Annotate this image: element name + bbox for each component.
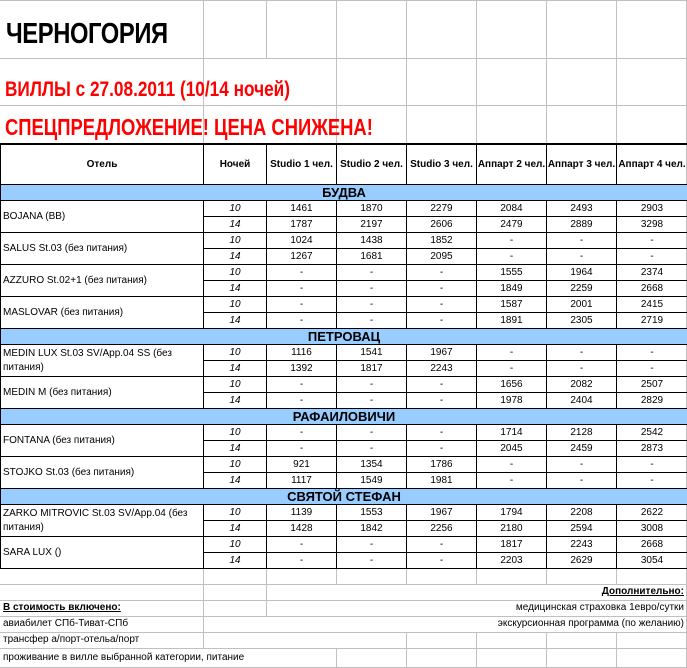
included-item: проживание в вилле выбранной категории, питание [3,652,245,663]
table-row [1,265,687,281]
price-cell: 2594 [547,521,617,537]
price-cell: 2629 [547,553,617,569]
nights-cell: 10 [204,233,267,249]
section-band [1,185,687,201]
price-cell: 2668 [617,537,687,553]
price-cell: 2668 [617,281,687,297]
nights-cell: 10 [204,537,267,553]
hotel-name: BOJANA (BB) [1,201,204,233]
price-cell: 2829 [617,393,687,409]
section-band [1,329,687,345]
price-cell: 2128 [547,425,617,441]
header-studio-2: Studio 2 чел. [337,144,407,185]
price-cell: 1842 [337,521,407,537]
hotel-name: MEDIN M (без питания) [1,377,204,409]
price-cell: 2459 [547,441,617,457]
nights-cell: 10 [204,457,267,473]
section-title: СВЯТОЙ СТЕФАН [1,489,687,505]
price-cell: 1438 [337,233,407,249]
price-cell: 1794 [477,505,547,521]
included-item: авиабилет СПб-Тиват-СПб [3,618,129,629]
table-row [1,345,687,361]
special-offer-banner: СПЕЦПРЕДЛОЖЕНИЕ! ЦЕНА СНИЖЕНА! [5,114,373,140]
price-cell: - [617,361,687,377]
price-cell: - [547,473,617,489]
nights-cell: 10 [204,345,267,361]
price-cell: - [547,233,617,249]
price-cell: 1714 [477,425,547,441]
price-cell: - [617,249,687,265]
nights-cell: 10 [204,201,267,217]
additional-item: экскурсионная программа (по желанию) [497,618,684,629]
included-title: В стоимость включено: [3,602,121,613]
price-cell: 1549 [337,473,407,489]
price-cell: 1656 [477,377,547,393]
price-cell: 1681 [337,249,407,265]
hotel-name: SALUS St.03 (без питания) [1,233,204,265]
price-cell: - [267,281,337,297]
price-cell: 2197 [337,217,407,233]
price-cell: 2542 [617,425,687,441]
price-cell: 1555 [477,265,547,281]
price-cell: - [407,553,477,569]
nights-cell: 14 [204,521,267,537]
price-cell: 2305 [547,313,617,329]
price-cell: - [407,393,477,409]
additional-title: Дополнительно: [601,586,684,597]
price-cell: 1428 [267,521,337,537]
nights-cell: 10 [204,377,267,393]
section-band [1,489,687,505]
price-cell: 2374 [617,265,687,281]
price-cell: 2082 [547,377,617,393]
price-cell: 1852 [407,233,477,249]
price-cell: 2415 [617,297,687,313]
price-cell: - [267,265,337,281]
hotel-name: STOJKO St.03 (без питания) [1,457,204,489]
price-cell: 2404 [547,393,617,409]
page-title: ЧЕРНОГОРИЯ [6,18,168,50]
price-cell: - [337,393,407,409]
hotel-name: SARA LUX () [1,537,204,569]
price-cell: 2256 [407,521,477,537]
price-cell: 1354 [337,457,407,473]
price-cell: 2243 [547,537,617,553]
table-row [1,201,687,217]
header-apart-4: Аппарт 4 чел. [617,144,687,185]
nights-cell: 14 [204,249,267,265]
price-cell: - [267,313,337,329]
price-cell: - [407,313,477,329]
price-cell: - [267,425,337,441]
price-cell: 2606 [407,217,477,233]
price-cell: - [407,441,477,457]
table-row [1,537,687,553]
price-cell: - [337,377,407,393]
price-cell: 2903 [617,201,687,217]
price-cell: 3008 [617,521,687,537]
price-cell: 1981 [407,473,477,489]
section-title: РАФАИЛОВИЧИ [1,409,687,425]
price-cell: 2180 [477,521,547,537]
nights-cell: 14 [204,473,267,489]
price-cell: - [617,473,687,489]
header-apart-3: Аппарт 3 чел. [547,144,617,185]
header-studio-1: Studio 1 чел. [267,144,337,185]
price-cell: 1964 [547,265,617,281]
price-cell: - [477,473,547,489]
price-cell: 1967 [407,505,477,521]
nights-cell: 14 [204,313,267,329]
hotel-name: ZARKO MITROVIC St.03 SV/App.04 (без питания) [1,505,204,537]
nights-cell: 14 [204,281,267,297]
price-cell: 1267 [267,249,337,265]
price-cell: 921 [267,457,337,473]
header-row [1,144,687,185]
price-cell: 2279 [407,201,477,217]
section-band [1,409,687,425]
nights-cell: 10 [204,425,267,441]
price-cell: - [547,361,617,377]
price-cell: 2203 [477,553,547,569]
nights-cell: 14 [204,441,267,457]
table-row [1,233,687,249]
price-cell: - [477,249,547,265]
table-row [1,505,687,521]
header-hotel: Отель [1,144,204,185]
price-cell: - [337,297,407,313]
price-cell: 2259 [547,281,617,297]
header-studio-3: Studio 3 чел. [407,144,477,185]
price-cell: - [547,345,617,361]
price-cell: 1870 [337,201,407,217]
hotel-name: MEDIN LUX St.03 SV/App.04 SS (без питания) [1,345,204,377]
price-cell: 1891 [477,313,547,329]
hotel-name: MASLOVAR (без питания) [1,297,204,329]
price-cell: - [337,425,407,441]
price-cell: 2479 [477,217,547,233]
price-cell: - [617,457,687,473]
price-cell: - [337,537,407,553]
nights-cell: 10 [204,505,267,521]
price-cell: 2001 [547,297,617,313]
price-cell: 2622 [617,505,687,521]
table-row [1,297,687,313]
section-title: ПЕТРОВАЦ [1,329,687,345]
price-cell: - [337,441,407,457]
price-cell: - [477,233,547,249]
price-cell: 1787 [267,217,337,233]
price-cell: 1392 [267,361,337,377]
table-row [1,457,687,473]
header-apart-2: Аппарт 2 чел. [477,144,547,185]
price-cell: 1967 [407,345,477,361]
price-table [0,143,687,569]
price-cell: 2889 [547,217,617,233]
price-cell: - [267,441,337,457]
nights-cell: 10 [204,297,267,313]
section-title: БУДВА [1,185,687,201]
price-cell: - [407,297,477,313]
included-item: трансфер а/порт-отельа/порт [3,634,140,645]
price-cell: - [267,393,337,409]
nights-cell: 14 [204,217,267,233]
price-cell: 2208 [547,505,617,521]
price-cell: - [267,377,337,393]
price-cell: 2493 [547,201,617,217]
nights-cell: 14 [204,553,267,569]
price-cell: - [267,537,337,553]
price-cell: - [337,265,407,281]
price-cell: 1849 [477,281,547,297]
price-cell: - [267,297,337,313]
price-cell: - [407,281,477,297]
price-cell: 3054 [617,553,687,569]
price-cell: - [617,345,687,361]
nights-cell: 14 [204,361,267,377]
nights-cell: 14 [204,393,267,409]
price-cell: 2243 [407,361,477,377]
price-cell: 1116 [267,345,337,361]
price-cell: 1587 [477,297,547,313]
nights-cell: 10 [204,265,267,281]
price-cell: - [547,249,617,265]
price-cell: - [337,313,407,329]
price-cell: 1817 [477,537,547,553]
price-cell: 1117 [267,473,337,489]
price-cell: - [337,553,407,569]
price-cell: 2507 [617,377,687,393]
price-cell: 1978 [477,393,547,409]
price-cell: - [547,457,617,473]
price-cell: 1553 [337,505,407,521]
price-cell: - [407,377,477,393]
table-row [1,377,687,393]
price-cell: 2045 [477,441,547,457]
price-cell: 2719 [617,313,687,329]
price-cell: 2873 [617,441,687,457]
price-cell: 3298 [617,217,687,233]
price-cell: 1541 [337,345,407,361]
additional-item: медицинская страховка 1евро/сутки [515,602,684,613]
table-row [1,425,687,441]
price-cell: 1139 [267,505,337,521]
hotel-name: FONTANA (без питания) [1,425,204,457]
price-cell: - [477,361,547,377]
price-cell: - [267,553,337,569]
price-cell: - [477,345,547,361]
price-cell: 1817 [337,361,407,377]
price-cell: 2095 [407,249,477,265]
header-nights: Ночей [204,144,267,185]
price-cell: 1461 [267,201,337,217]
price-cell: - [337,281,407,297]
price-cell: 2084 [477,201,547,217]
price-cell: 1786 [407,457,477,473]
price-cell: - [617,233,687,249]
price-cell: - [407,425,477,441]
price-cell: - [477,457,547,473]
hotel-name: AZZURO St.02+1 (без питания) [1,265,204,297]
price-cell: - [407,265,477,281]
price-cell: 1024 [267,233,337,249]
villas-subtitle: ВИЛЛЫ с 27.08.2011 (10/14 ночей) [5,78,291,101]
price-cell: - [407,537,477,553]
